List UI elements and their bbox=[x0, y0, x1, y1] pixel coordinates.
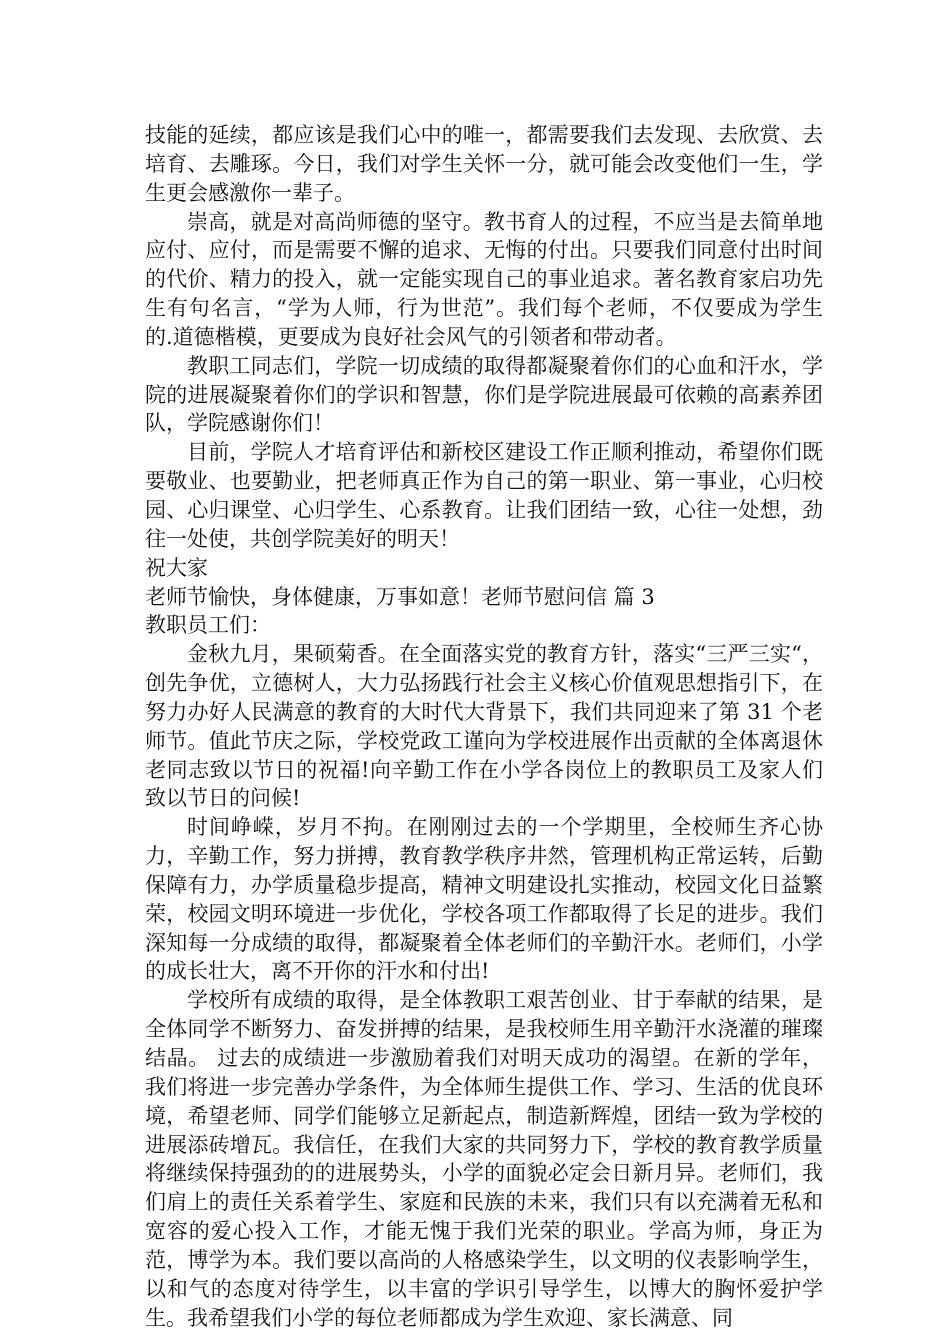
greeting-line: 祝大家 bbox=[145, 555, 208, 580]
paragraph-4: 目前，学院人才培育评估和新校区建设工作正顺利推动，希望你们既要敬业、也要勤业，把老师真正作为自己的第一职业、第一事业，心归校园、心归课堂、心归学生、心系教育。让我们团结一致，心往一处想，劲往一处使，共创学院美好的明天！ bbox=[145, 440, 823, 551]
paragraph-7: 学校所有成绩的取得，是全体教职工艰苦创业、甘于奉献的结果，是全体同学不断努力、奋发拼搏的结果，是我校师生用辛勤汗水浇灌的璀璨结晶。 过去的成绩进一步激励着我们对明天成功的渴望。在新的学年，我们将进一步完善办学条件，为全体师生提供工作、学习、生活的优良环境，希望老师、同学们能够立足新起点，制造新辉煌，团结一致为学校的进展添砖增瓦。我信任，在我们大家的共同努力下，学校的教育教学质量将继续保持强劲的的进展势头，小学的面貌必定会日新月异。老师们，我们肩上的责任关系着学生、家庭和民族的未来，我们只有以充满着无私和宽容的爱心投入工作，才能无愧于我们光荣的职业。学高为师，身正为范，博学为本。我们要以高尚的人格感染学生，以文明的仪表影响学生，以和气的态度对待学生，以丰富的学识引导学生，以博大的胸怀爱护学生。我希望我们小学的每位老师都成为学生欢迎、家长满意、同 bbox=[145, 988, 823, 1330]
paragraph-1: 技能的延续，都应该是我们心中的唯一，都需要我们去发现、去欣赏、去培育、去雕琢。今日，我们对学生关怀一分，就可能会改变他们一生，学生更会感激你一辈子。 bbox=[145, 123, 823, 205]
salutation: 教职员工们： bbox=[145, 613, 271, 638]
wishes-and-heading: 老师节愉快，身体健康，万事如意！老师节慰问信 篇 3 bbox=[145, 584, 655, 609]
document-body bbox=[145, 121, 823, 1332]
paragraph-5: 金秋九月，果硕菊香。在全面落实党的教育方针，落实“三严三实“，创先争优，立德树人，大力弘扬践行社会主义核心价值观思想指引下，在努力办好人民满意的教育的大时代大背景下，我们共同迎来了第 31 个老师节。值此节庆之际，学校党政工谨向为学校进展作出贡献的全体离退休老同志致以节日的祝福!向辛勤工作在小学各岗位上的教职员工及家人们致以节日的问候! bbox=[145, 642, 823, 811]
paragraph-3: 教职工同志们，学院一切成绩的取得都凝聚着你们的心血和汗水，学院的进展凝聚着你们的学识和智慧，你们是学院进展最可依赖的高素养团队，学院感谢你们！ bbox=[145, 353, 823, 436]
paragraph-2: 崇高，就是对高尚师德的坚守。教书育人的过程，不应当是去简单地应付、应付，而是需要不懈的追求、无悔的付出。只要我们同意付出时间的代价、精力的投入，就一定能实现自己的事业追求。著名教育家启功先生有句名言，“学为人师，行为世范”。我们每个老师，不仅要成为学生的.道德楷模，更要成为良好社会风气的引领者和带动者。 bbox=[145, 209, 823, 349]
paragraph-6: 时间峥嵘，岁月不拘。在刚刚过去的一个学期里，全校师生齐心协力，辛勤工作，努力拼搏，教育教学秩序井然，管理机构正常运转，后勤保障有力，办学质量稳步提高，精神文明建设扎实推动，校园文化日益繁荣，校园文明环境进一步优化，学校各项工作都取得了长足的进步。我们深知每一分成绩的取得，都凝聚着全体老师们的辛勤汗水。老师们，小学的成长壮大，离不开你的汗水和付出! bbox=[145, 815, 823, 984]
